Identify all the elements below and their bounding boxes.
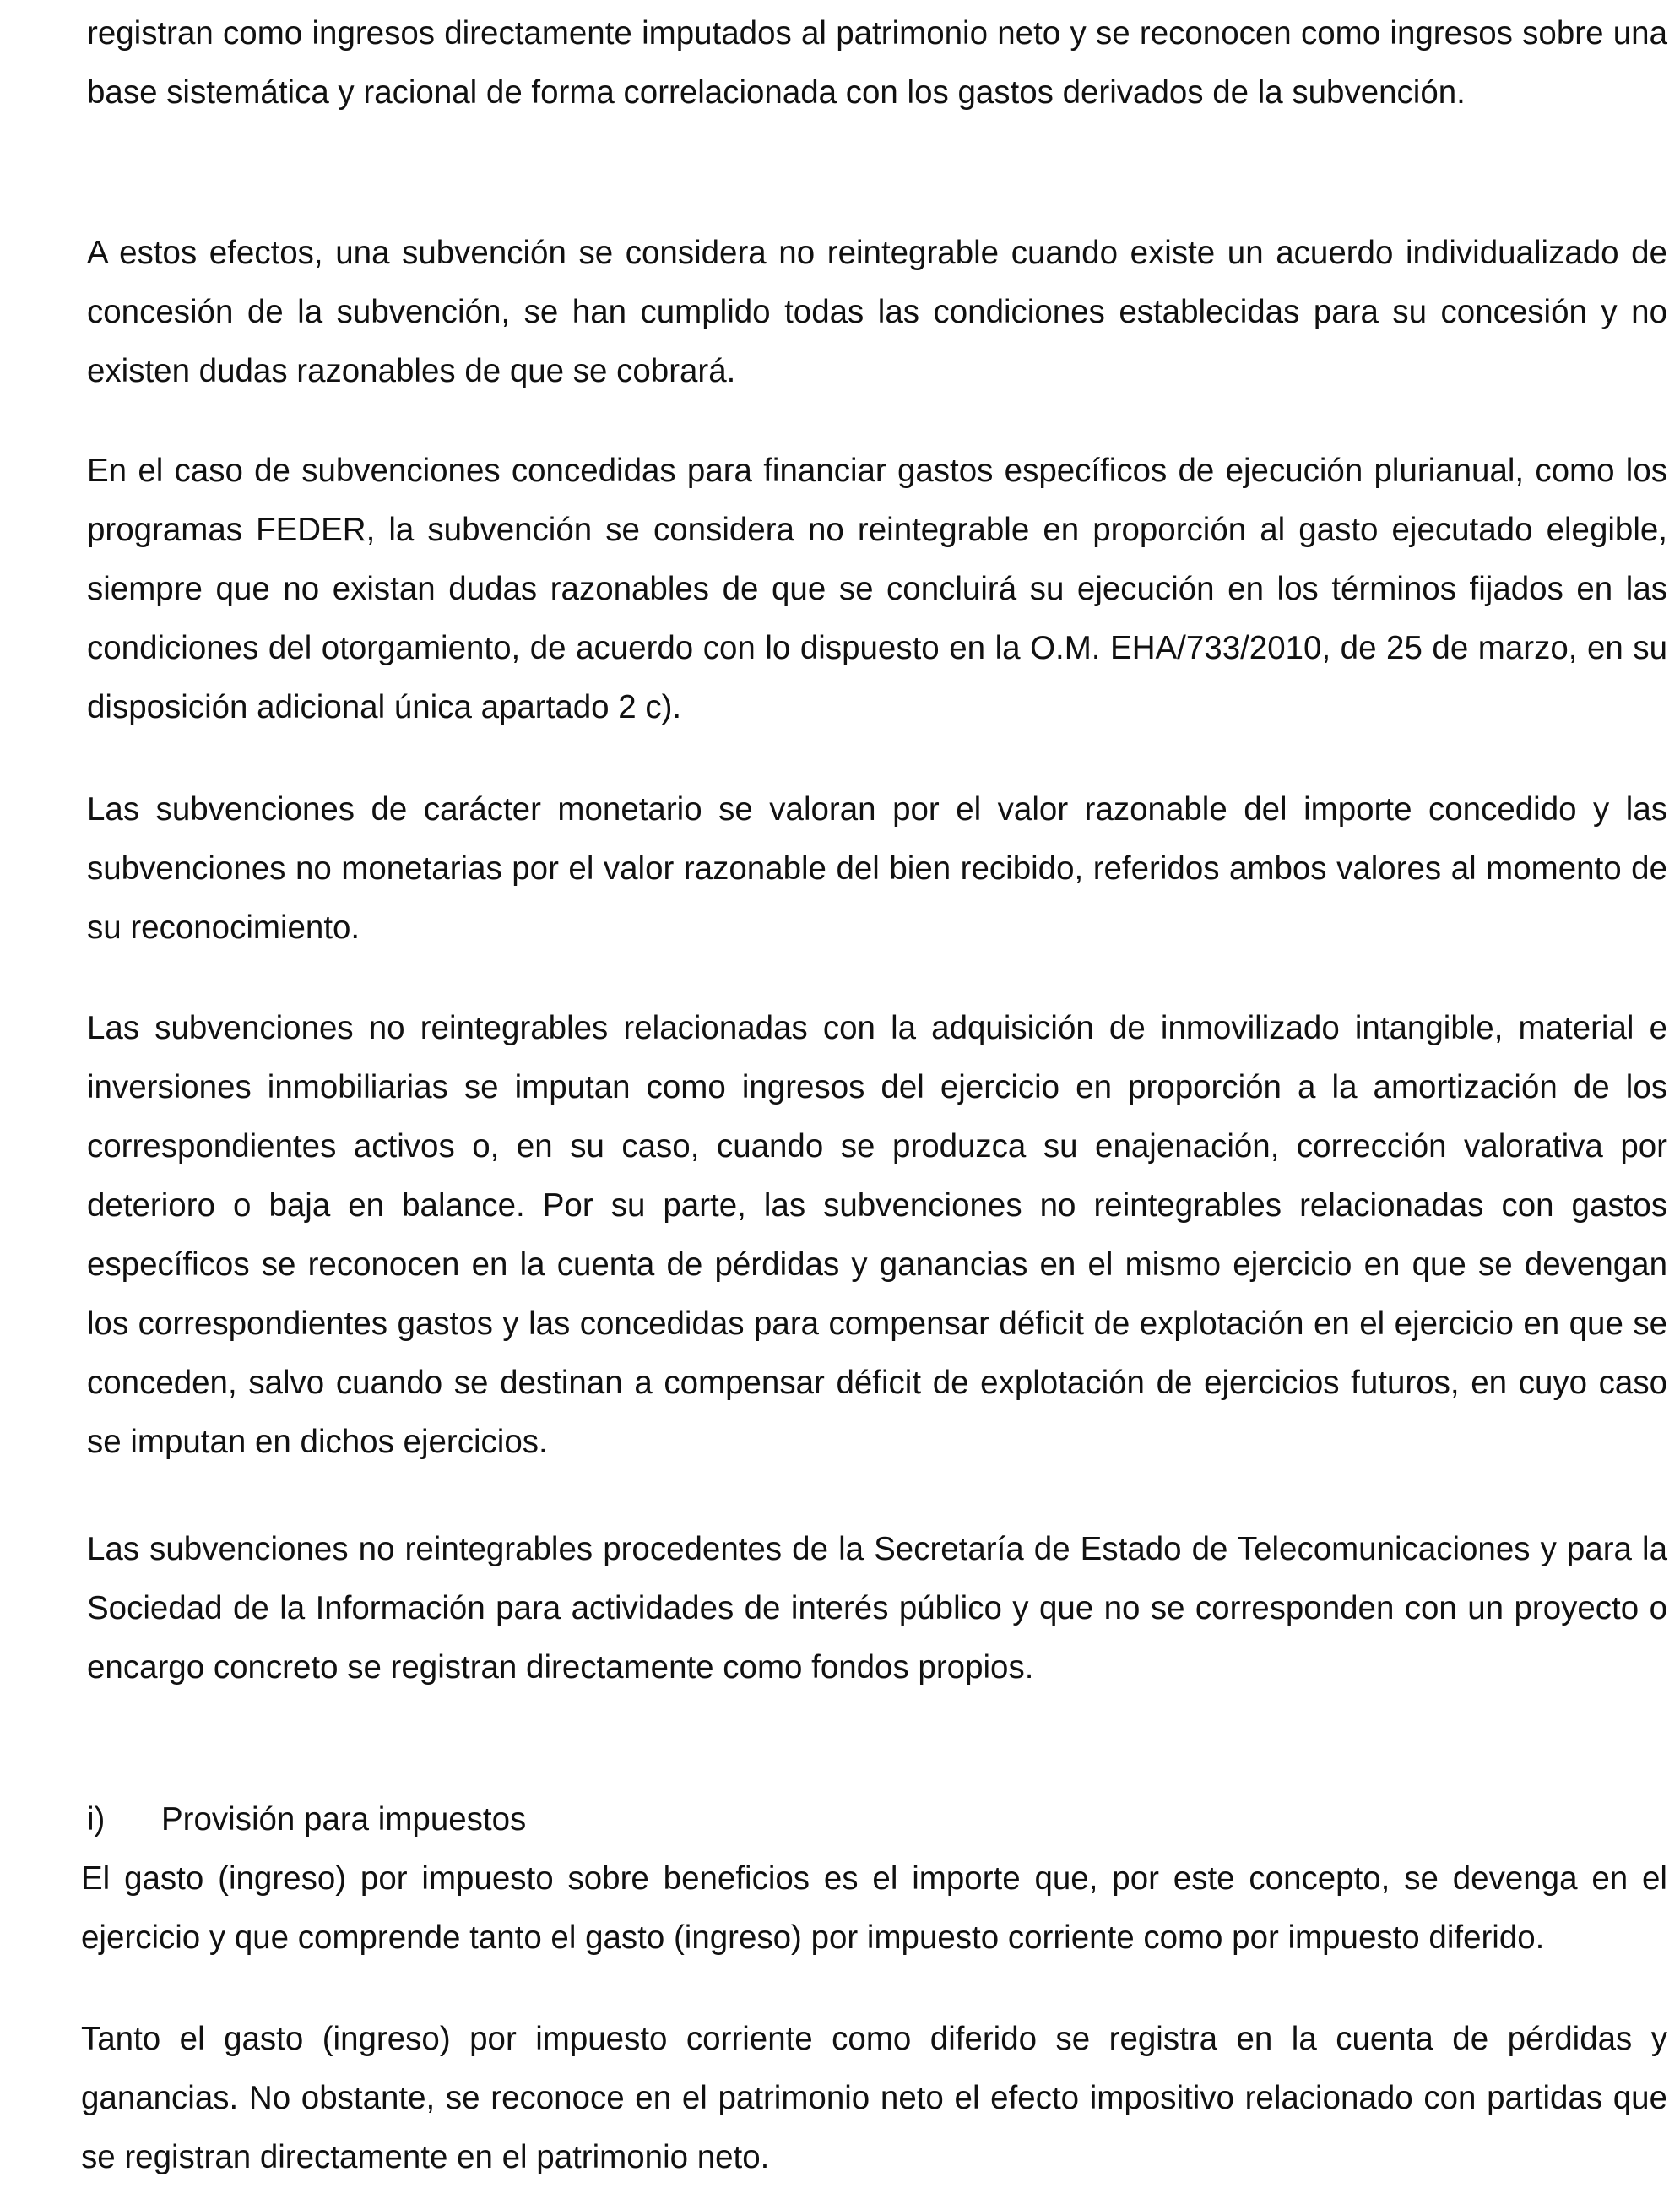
paragraph-gasto-impuesto: El gasto (ingreso) por impuesto sobre beneficios es el importe que, por este concepto, se devenga en el ejercicio y que comprende tanto el gasto (ingreso) por impuesto corriente como por impuesto diferido.: [81, 1860, 1667, 1956]
paragraph-registro-impuesto: Tanto el gasto (ingreso) por impuesto corriente como diferido se registra en la cuenta de pérdidas y ganancias. No obstante, se reconoce en el patrimonio neto el efecto impositivo relacionado con partidas que se registran directamente en el patrimonio neto.: [81, 2021, 1667, 2175]
paragraph-fondos-propios: Las subvenciones no reintegrables procedentes de la Secretaría de Estado de Telecomunicaciones y para la Sociedad de la Información para actividades de interés público y que no se corresponden con un proyecto o encargo concreto se registran directamente como fondos propios.: [87, 1531, 1667, 1686]
paragraph-valoracion: Las subvenciones de carácter monetario se valoran por el valor razonable del importe concedido y las subvenciones no monetarias por el valor razonable del bien recibido, referidos ambos valores al momento de su reconocimiento.: [87, 791, 1667, 946]
section-number: i): [87, 1801, 106, 1838]
paragraph-subvencion-no-reintegrable: A estos efectos, una subvención se considera no reintegrable cuando existe un acuerdo individualizado de concesión de la subvención, se han cumplido todas las condiciones establecidas para su concesión y no existen dudas razonables de que se cobrará.: [87, 235, 1667, 389]
paragraph-feder: En el caso de subvenciones concedidas para financiar gastos específicos de ejecución plurianual, como los programas FEDER, la subvención se considera no reintegrable en proporción al gasto ejecutado elegible, siempre que no existan dudas razonables de que se concluirá su ejecución en los términos fijados en las condiciones del otorgamiento, de acuerdo con lo dispuesto en la O.M. EHA/733/2010, de 25 de marzo, en su disposición adicional única apartado 2 c).: [87, 453, 1667, 725]
paragraph-imputacion-ingresos: Las subvenciones no reintegrables relacionadas con la adquisición de inmovilizado intangible, material e inversiones inmobiliarias se imputan como ingresos del ejercicio en proporción a la amortización de los correspondientes activos o, en su caso, cuando se produzca su enajenación, corrección valorativa por deterioro o baja en balance. Por su parte, las subvenciones no reintegrables relacionadas con gastos específicos se reconocen en la cuenta de pérdidas y ganancias en el mismo ejercicio en que se devengan los correspondientes gastos y las concedidas para compensar déficit de explotación en el ejercicio en que se conceden, salvo cuando se destinan a compensar déficit de explotación de ejercicios futuros, en cuyo caso se imputan en dichos ejercicios.: [87, 1010, 1667, 1460]
paragraph-subvenciones-imputacion: registran como ingresos directamente imputados al patrimonio neto y se reconocen como ingresos sobre una base sistemática y racional de forma correlacionada con los gastos derivados de la subvención.: [87, 15, 1667, 111]
section-heading: [87, 1790, 526, 1849]
section-title: Provisión para impuestos: [161, 1801, 527, 1838]
